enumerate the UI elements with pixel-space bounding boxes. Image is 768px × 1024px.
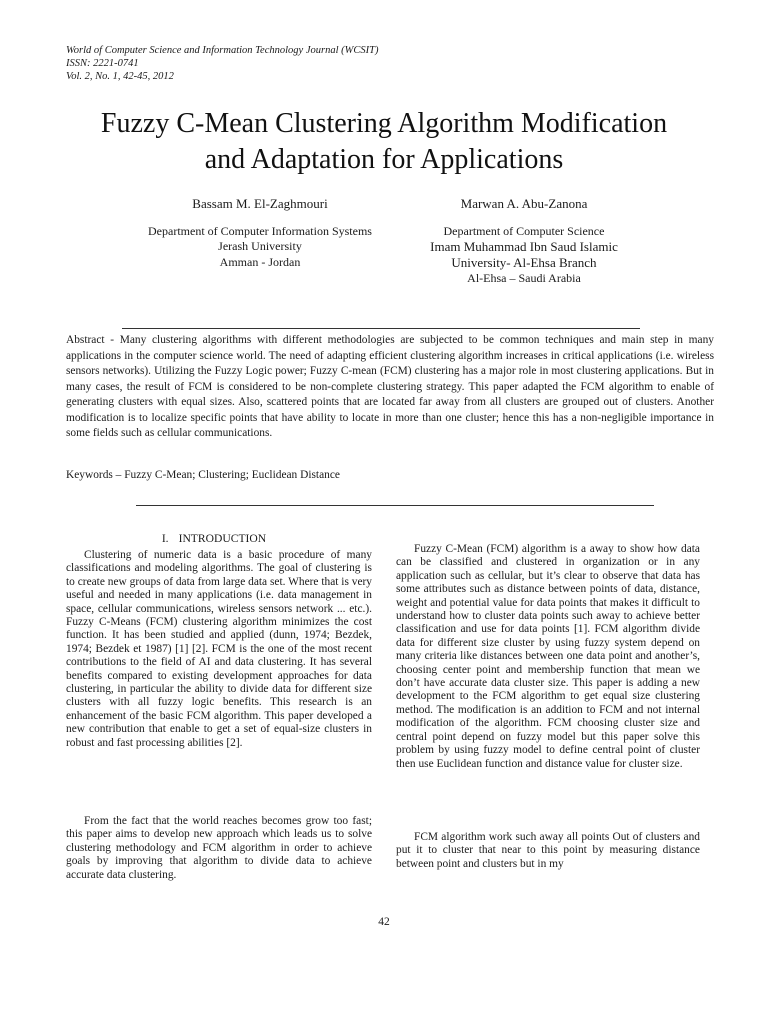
title-line-1: Fuzzy C-Mean Clustering Algorithm Modification	[100, 108, 668, 139]
author-affiliation-line: Department of Computer Information Systems	[148, 223, 372, 238]
divider-line	[136, 505, 654, 506]
journal-issn: ISSN: 2221-0741	[66, 58, 139, 69]
author-affiliation-line: University- Al-Ehsa Branch	[451, 255, 597, 270]
section-heading	[66, 532, 372, 545]
left-paragraph-2: From the fact that the world reaches becomes grow too fast; this paper aims to develop new approach which leads us to solve clustering methodology and FCM algorithm in order to achieve goals by improving that algorithm to divide data to achieve accurate data clustering.	[66, 815, 372, 881]
author-affiliation-line: Jerash University	[218, 239, 302, 253]
paper-title	[40, 106, 728, 178]
section-number: I.	[161, 532, 169, 545]
title-line-2: and Adaptation for Applications	[204, 144, 564, 175]
author-name: Marwan A. Abu-Zanona	[460, 196, 588, 211]
author-affiliation-line: Amman - Jordan	[219, 254, 301, 269]
author-block-2	[384, 196, 664, 287]
left-paragraph-1: Clustering of numeric data is a basic procedure of many classifications and modeling algorithms. The goal of clustering is to create new groups of data from large data set. Where that is very useful and needed in many applications (i.e. data management in space, cellular communications, wireless sensors network ... etc.). Fuzzy C-Means (FCM) clustering algorithm minimizes the cost function. It has been studied and applied (dunn, 1974; Bezdek, 1974; Bezdek et 1987) [1] [2]. FCM is the one of the most recent contributions to the field of AI and data clustering. It has several benefits compared to existing development approaches for data clustering, in particular the ability to divide data for different size clusters with all fuzzy logic benefits. This research is an enhancement of the basic FCM algorithm. This paper developed a new contribution that enable to get a set of equal-size clusters in robust and fast processing abilities [2].	[66, 549, 372, 749]
right-paragraph-1: Fuzzy C-Mean (FCM) algorithm is a away to show how data can be classified and clustered in organization or in any application such as cellular, but it’s clear to observe that data has some attributes such as distance between points of data, distance, weight and potential value for data points that makes it difficult to understand how to cluster data points such away to achieve better classification and use for data points [1]. FCM algorithm divide data for different size cluster by using fuzzy system depend on many criteria like distances between one data point and another’s, choosing center point and membership function that mean we don’t have accurate data cluster size. This paper is adding a new development to the FCM algorithm to get equal size clustering method. The modification is an addition to FCM and not internal modification of the algorithm. FCM choosing cluster size and central point depend on fuzzy model but this paper solve this problem by using fuzzy model to define central point of cluster then use Euclidean function and distance value for cluster size.	[396, 543, 700, 770]
author-affiliation-line: Al-Ehsa – Saudi Arabia	[467, 271, 581, 285]
keywords: Keywords – Fuzzy C-Mean; Clustering; Euclidean Distance	[66, 469, 340, 481]
divider-line	[122, 328, 640, 329]
journal-header	[66, 44, 378, 83]
author-affiliation-line: Imam Muhammad Ibn Saud Islamic	[430, 239, 618, 254]
journal-volume: Vol. 2, No. 1, 42-45, 2012	[66, 71, 174, 82]
abstract: Abstract - Many clustering algorithms with different methodologies are subjected to be common techniques and main step in many applications in the computer science world. The need of adapting efficient clustering algorithm increases in critical applications (i.e. wireless sensors networks). Utilizing the Fuzzy Logic power; Fuzzy C-mean (FCM) clustering has a major role in most clustering applications. But in many cases, the result of FCM is considered to be non-complete clustering strategy. This paper adapted the FCM algorithm to enable of generating clusters with equal sizes. Also, scattered points that are located far away from all clusters are grouped out of clusters. Another modification is to localize specific points that have ability to locate in more than one cluster; hence this has a non-negligible importance in some fields such as cellular communications.	[66, 334, 714, 439]
author-name: Bassam M. El-Zaghmouri	[192, 196, 328, 211]
right-paragraph-2: FCM algorithm work such away all points Out of clusters and put it to cluster that near to this point by measuring distance between point and clusters but in my	[396, 831, 700, 870]
section-title: INTRODUCTION	[178, 532, 267, 545]
journal-name: World of Computer Science and Information Technology Journal (WCSIT)	[66, 45, 379, 56]
author-block-1	[120, 196, 400, 270]
page-number: 42	[378, 916, 390, 928]
author-affiliation-line: Department of Computer Science	[443, 223, 605, 238]
